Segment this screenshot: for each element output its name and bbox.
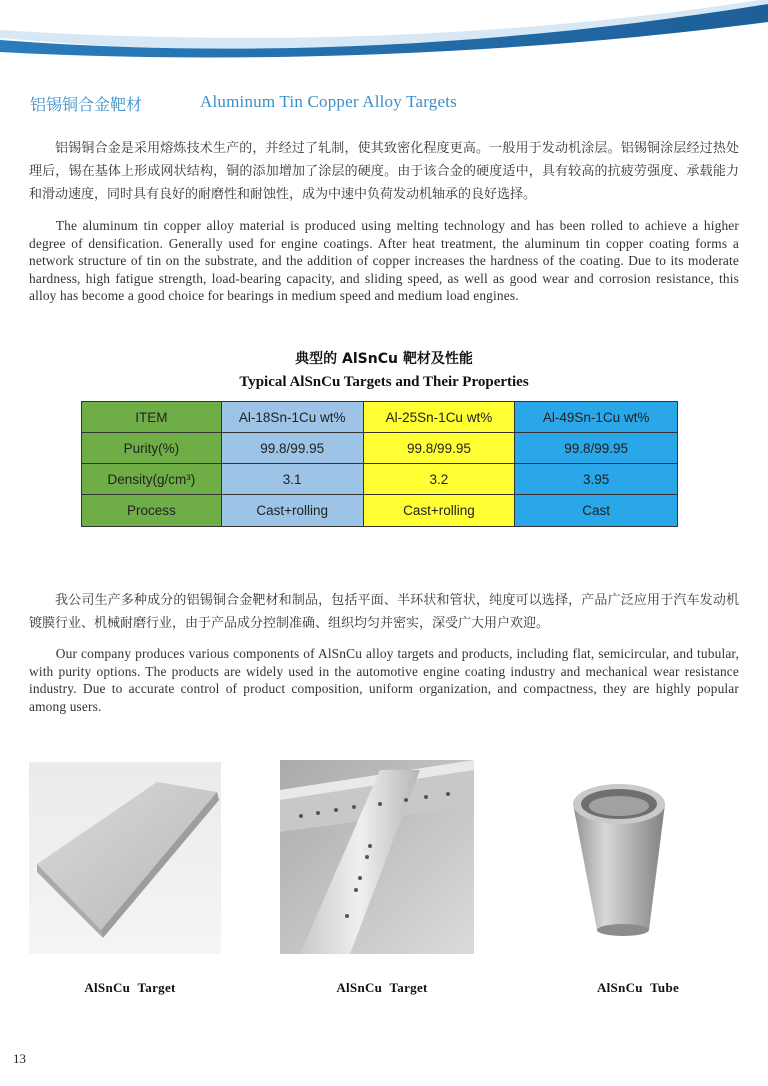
bar-target-image — [280, 760, 474, 954]
table-cell: Cast+rolling — [363, 495, 515, 527]
table-row — [82, 495, 678, 527]
heading-zh: 铝锡铜合金靶材 — [30, 95, 143, 114]
product-caption: AlSnCu Target — [84, 980, 176, 995]
table-title-zh: 典型的 AlSnCu 靶材及性能 — [295, 351, 473, 367]
product-caption: AlSnCu Tube — [596, 980, 680, 995]
header-banner — [0, 0, 768, 62]
table-cell: Cast+rolling — [221, 495, 363, 527]
properties-table — [81, 401, 678, 527]
company-paragraph-zh: 我公司生产多种成分的铝锡铜合金靶材和制品，包括平面、半环状和管状，纯度可以选择，产品广泛应用于汽车发动机镀膜行业、机械耐磨行业，由于产品成分控制准确、组织均匀并密实，深受广大用户欢迎。 — [29, 593, 739, 631]
product-caption: AlSnCu Target — [336, 980, 428, 995]
table-title-en: Typical AlSnCu Targets and Their Properties — [239, 374, 529, 390]
intro-paragraph-en: The aluminum tin copper alloy material is produced using melting technology and has been rolled to achieve a higher degree of densification. Generally used for engine coatings. After heat treatment, the aluminum tin copper coating forms a network structure of tin on the substrate, and the addition of copper increases the hardness of the coating. Due to its moderate hardness, high fatigue strength, load-bearing capacity, and sliding speed, as well as good wear and corrosion resistance, this alloy has become a good choice for bearings in medium speed and medium load engines. — [29, 218, 739, 304]
section-heading — [30, 92, 457, 115]
table-cell: Cast — [515, 495, 678, 527]
table-cell: 3.2 — [363, 464, 515, 495]
company-paragraph-en: Our company produces various components of AlSnCu alloy targets and products, including flat, semicircular, and tubular, with purity options. The products are widely used in the automotive engine coating industry and mechanical wear resistance industry. Due to accurate control of product composition, uniform organization, and compactness, they are highly popular among users. — [29, 646, 739, 714]
table-cell: 99.8/99.95 — [363, 433, 515, 464]
heading-en: Aluminum Tin Copper Alloy Targets — [200, 92, 457, 111]
page-number: 13 — [13, 1051, 26, 1066]
flat-target-image — [29, 762, 221, 954]
table-row — [82, 464, 678, 495]
intro-paragraph-zh: 铝锡铜合金是采用熔炼技术生产的，并经过了轧制，使其致密化程度更高。一般用于发动机涂层。铝锡铜涂层经过热处理后，锡在基体上形成网状结构，铜的添加增加了涂层的硬度。由于该合金的硬度适中，具有较高的抗疲劳强度、承载能力和滑动速度，同时具有良好的耐磨性和耐蚀性，成为中速中负荷发动机轴承的良好选择。 — [29, 141, 739, 202]
table-header-cell: Al-49Sn-1Cu wt% — [515, 402, 678, 433]
table-header-cell: Al-18Sn-1Cu wt% — [221, 402, 363, 433]
table-row-label: Purity(%) — [82, 433, 222, 464]
table-header-cell: ITEM — [82, 402, 222, 433]
table-header-row — [82, 402, 678, 433]
tube-image — [539, 762, 731, 954]
table-row — [82, 433, 678, 464]
table-header-cell: Al-25Sn-1Cu wt% — [363, 402, 515, 433]
table-row-label: Density(g/cm³) — [82, 464, 222, 495]
table-row-label: Process — [82, 495, 222, 527]
table-cell: 3.95 — [515, 464, 678, 495]
table-cell: 99.8/99.95 — [515, 433, 678, 464]
table-cell: 3.1 — [221, 464, 363, 495]
table-cell: 99.8/99.95 — [221, 433, 363, 464]
